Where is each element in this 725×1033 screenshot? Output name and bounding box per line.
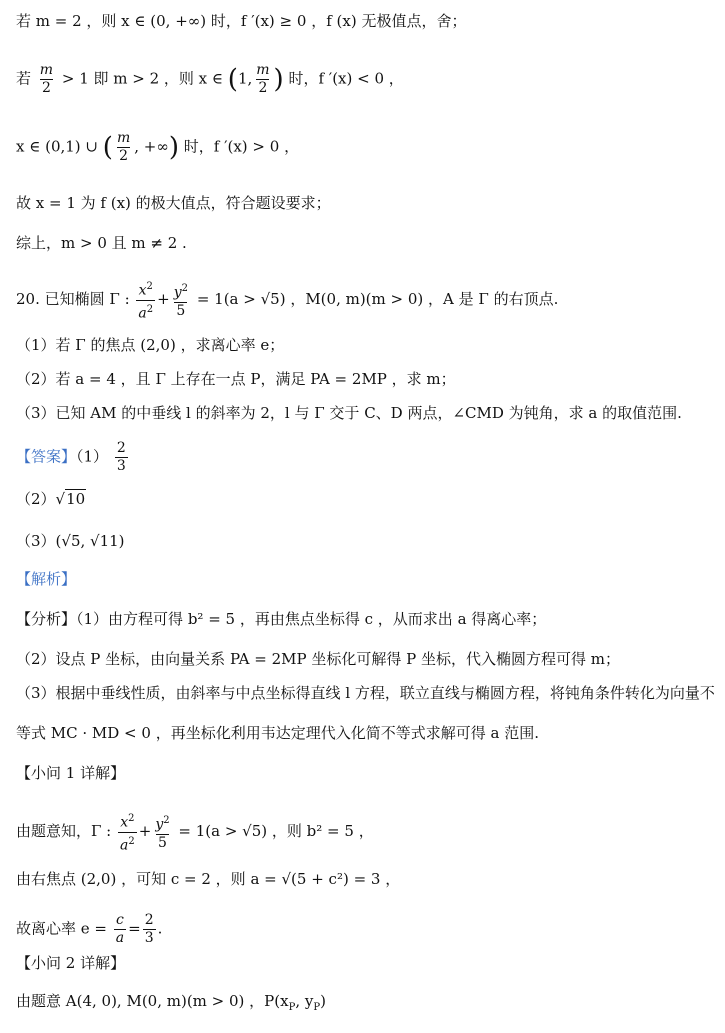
solution-line-5: 综上，m > 0 且 m ≠ 2 . (16, 234, 187, 252)
solution-line-1: 若 m = 2 ，则 x ∈ (0, +∞) 时，f ′(x) ≥ 0 ，f (x) 无极值点，舍； (16, 12, 467, 30)
question-1: （1）若 Γ 的焦点 (2,0) ，求离心率 e； (16, 336, 285, 354)
analysis-label: 【解析】 (16, 570, 77, 588)
ellipse-term-x: $\frac{x^2}{a^2}$ (138, 281, 154, 322)
problem-stem: 20. 已知椭圆 Γ : $\frac{x^2}{a^2}$ + $\frac{y^2}{5}$ = 1(a > √5) ，M(0, m)(m > 0) ，A 是 Γ 的右顶点. (16, 278, 558, 322)
c-over-a: $\frac{c}{a}$ (115, 912, 125, 946)
answer-1: 【答案】（1） $\frac{2}{3}$ (16, 440, 126, 474)
interval-fraction-2: $\frac{m}{2}$ (116, 130, 131, 164)
ellipse-term-y: $\frac{y^2}{5}$ (173, 283, 189, 319)
answer-1-fraction: $\frac{2}{3}$ (116, 440, 126, 474)
analysis-fen-2: （2）设点 P 坐标，由向量关系 PA = 2MP 坐标化可解得 P 坐标，代入椭圆方程可得 m； (16, 650, 620, 668)
question-3: （3）已知 AM 的中垂线 l 的斜率为 2，l 与 Γ 交于 C、D 两点，∠CMD 为钝角，求 a 的取值范围. (16, 404, 682, 422)
question-2: （2）若 a = 4 ，且 Γ 上存在一点 P，满足 PA = 2MP ，求 m； (16, 370, 456, 388)
solution-line-4: 故 x = 1 为 f (x) 的极大值点，符合题设要求； (16, 194, 331, 212)
answer-3: （3）(√5, √11) (16, 532, 125, 550)
two-thirds: $\frac{2}{3}$ (144, 912, 154, 946)
sub1-line-3: 故离心率 e = $\frac{c}{a}$ = $\frac{2}{3}$ . (16, 912, 163, 946)
sub1-title: 【小问 1 详解】 (16, 764, 126, 782)
sub2-line-1: 由题意 A(4, 0), M(0, m)(m > 0) ，$P(x_P$, $y_P$) (16, 992, 326, 1013)
sub1-line-1: 由题意知，Γ : $\frac{x^2}{a^2}$ + $\frac{y^2}{5}$ = 1(a > √5) ，则 b² = 5 ， (16, 810, 374, 854)
sub1-ellipse-y: $\frac{y^2}{5}$ (155, 815, 170, 851)
sub1-line-2: 由右焦点 (2,0) ，可知 c = 2 ，则 a = √(5 + c²) = 3 ， (16, 870, 401, 888)
analysis-fen-3: （3）根据中垂线性质，由斜率与中点坐标得直线 l 方程，联立直线与椭圆方程，将钝角条件转化为向量不 (16, 684, 715, 702)
problem-number: 20. (16, 290, 40, 309)
answer-2: （2）√10 (16, 490, 86, 508)
fraction-m-over-2: $\frac{m}{2}$ (39, 62, 54, 96)
sub2-title: 【小问 2 详解】 (16, 954, 126, 972)
interval-fraction: $\frac{m}{2}$ (256, 62, 270, 96)
analysis-fen-1: 【分析】（1）由方程可得 b² = 5 ，再由焦点坐标得 c ，从而求出 a 得离心率； (16, 610, 547, 628)
solution-line-2: 若 $\frac{m}{2}$ > 1 即 m > 2 ，则 x ∈ (1, $\frac{m}{2}$ ) 时，f ′(x) < 0 ， (16, 62, 404, 96)
analysis-fen-4: 等式 MC · MD < 0 ，再坐标化利用韦达定理代入化简不等式求解可得 a 范围. (16, 724, 539, 742)
sub1-ellipse-x: $\frac{x^2}{a^2}$ (120, 813, 135, 854)
answer-label: 【答案】 (16, 447, 77, 466)
solution-line-3: x ∈ (0,1) ∪ ( $\frac{m}{2}$ , +∞) 时，f ′(x) > 0 ， (16, 130, 300, 164)
